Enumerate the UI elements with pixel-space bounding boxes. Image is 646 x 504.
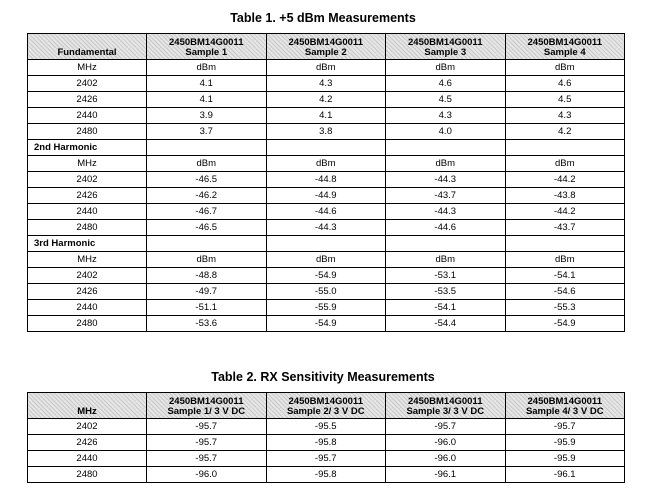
table-row [28,188,625,204]
table2-header-row [28,393,625,419]
unit-cell: MHz [28,252,147,268]
table-cell: -43.7 [386,188,506,204]
table-cell: -54.6 [505,284,625,300]
table-row [28,220,625,236]
table-cell: -55.3 [505,300,625,316]
table-row [28,435,625,451]
table-cell: 2426 [28,284,147,300]
table1-header-sample: 2450BM14G0011 Sample 2 [266,34,386,60]
unit-cell: dBm [147,252,267,268]
table-cell: 4.2 [266,92,386,108]
table-row [28,316,625,332]
unit-cell: dBm [505,156,625,172]
table-cell: -48.8 [147,268,267,284]
table-cell: -54.9 [266,316,386,332]
table-cell: -46.2 [147,188,267,204]
table1-body [28,60,625,332]
unit-cell: dBm [505,60,625,76]
table1-header-sample: 2450BM14G0011 Sample 1 [147,34,267,60]
table-cell: -44.6 [266,204,386,220]
table1-header-fundamental: Fundamental [28,34,147,60]
table-cell: -44.3 [266,220,386,236]
empty-cell [147,140,267,156]
table-cell: -46.7 [147,204,267,220]
table-row [28,76,625,92]
table-cell: -44.9 [266,188,386,204]
table-cell: 2480 [28,316,147,332]
table-cell: -43.8 [505,188,625,204]
table-cell: 2402 [28,172,147,188]
table-cell: 2402 [28,419,147,435]
unit-cell: dBm [266,252,386,268]
table-cell: -55.0 [266,284,386,300]
table-cell: 2440 [28,300,147,316]
table1-header-sample: 2450BM14G0011 Sample 3 [386,34,506,60]
table-cell: -46.5 [147,172,267,188]
table-cell: -95.8 [266,435,386,451]
table-row [28,284,625,300]
table-cell: -44.6 [386,220,506,236]
table-cell: -44.3 [386,172,506,188]
table1-header-row [28,34,625,60]
section-title: 2nd Harmonic [28,140,147,156]
table-cell: 3.7 [147,124,267,140]
unit-cell: MHz [28,156,147,172]
table-row [28,451,625,467]
table-cell: 4.5 [505,92,625,108]
table1-header-sample: 2450BM14G0011 Sample 4 [505,34,625,60]
table-cell: -53.1 [386,268,506,284]
table-cell: 4.1 [266,108,386,124]
table-cell: -54.1 [386,300,506,316]
table-cell: -54.4 [386,316,506,332]
table-row [28,124,625,140]
table-row [28,419,625,435]
table-cell: -49.7 [147,284,267,300]
table1-measurements [27,33,625,332]
table-cell: 2402 [28,268,147,284]
table-cell: -95.7 [266,451,386,467]
empty-cell [505,236,625,252]
unit-cell: dBm [147,60,267,76]
unit-cell: dBm [505,252,625,268]
unit-cell: dBm [386,60,506,76]
table-cell: -95.5 [266,419,386,435]
table-cell: -96.0 [386,435,506,451]
table-cell: 4.3 [266,76,386,92]
table-cell: -96.0 [147,467,267,483]
table-cell: 2426 [28,92,147,108]
table-cell: -43.7 [505,220,625,236]
table1-units-row [28,252,625,268]
table-cell: 4.5 [386,92,506,108]
section-title: 3rd Harmonic [28,236,147,252]
table-cell: 4.3 [386,108,506,124]
table-cell: 4.0 [386,124,506,140]
table-cell: 2480 [28,467,147,483]
table2-header-sample: 2450BM14G0011 Sample 1/ 3 V DC [147,393,267,419]
table-row [28,268,625,284]
table-cell: -95.7 [147,451,267,467]
table-row [28,92,625,108]
table-cell: -96.0 [386,451,506,467]
table-cell: -44.2 [505,204,625,220]
table1-units-row [28,156,625,172]
table2-header-sample: 2450BM14G0011 Sample 2/ 3 V DC [266,393,386,419]
table-cell: -54.1 [505,268,625,284]
table-cell: 4.6 [386,76,506,92]
table-cell: 3.8 [266,124,386,140]
table-cell: -55.9 [266,300,386,316]
table-cell: -95.7 [147,435,267,451]
table-cell: 4.3 [505,108,625,124]
table-cell: -95.7 [505,419,625,435]
empty-cell [147,236,267,252]
table-cell: -54.9 [266,268,386,284]
empty-cell [266,236,386,252]
table-cell: 2426 [28,435,147,451]
unit-cell: dBm [386,156,506,172]
table-cell: -95.7 [147,419,267,435]
table1-units-row [28,60,625,76]
table2-rx-sensitivity [27,392,625,483]
empty-cell [386,140,506,156]
empty-cell [386,236,506,252]
unit-cell: dBm [266,60,386,76]
table-cell: 2402 [28,76,147,92]
table2-header-sample: 2450BM14G0011 Sample 3/ 3 V DC [386,393,506,419]
unit-cell: dBm [266,156,386,172]
unit-cell: dBm [147,156,267,172]
empty-cell [505,140,625,156]
unit-cell: dBm [386,252,506,268]
table-cell: 2440 [28,451,147,467]
table2-header-sample: 2450BM14G0011 Sample 4/ 3 V DC [505,393,625,419]
table-cell: 4.1 [147,92,267,108]
table-cell: -44.8 [266,172,386,188]
table2-caption: Table 2. RX Sensitivity Measurements [211,370,435,384]
unit-cell: MHz [28,60,147,76]
table2-header-mhz: MHz [28,393,147,419]
table-cell: 2480 [28,124,147,140]
table1-caption: Table 1. +5 dBm Measurements [230,11,416,25]
table-cell: 4.2 [505,124,625,140]
table-cell: -54.9 [505,316,625,332]
table-cell: 2426 [28,188,147,204]
table-cell: 2480 [28,220,147,236]
table-cell: -95.7 [386,419,506,435]
table-cell: -96.1 [386,467,506,483]
table-cell: 3.9 [147,108,267,124]
table-cell: 2440 [28,108,147,124]
table-cell: 4.6 [505,76,625,92]
table-row [28,172,625,188]
table-cell: -95.9 [505,451,625,467]
table1-section-title-row [28,140,625,156]
table-row [28,300,625,316]
table-cell: -53.6 [147,316,267,332]
table-cell: 2440 [28,204,147,220]
table2-body [28,419,625,483]
table-cell: -44.2 [505,172,625,188]
table-row [28,467,625,483]
table-row [28,108,625,124]
table-cell: -95.8 [266,467,386,483]
table-cell: -51.1 [147,300,267,316]
table-cell: -44.3 [386,204,506,220]
table-cell: 4.1 [147,76,267,92]
table-cell: -46.5 [147,220,267,236]
table-cell: -53.5 [386,284,506,300]
table-cell: -95.9 [505,435,625,451]
table-row [28,204,625,220]
table1-section-title-row [28,236,625,252]
table-cell: -96.1 [505,467,625,483]
empty-cell [266,140,386,156]
